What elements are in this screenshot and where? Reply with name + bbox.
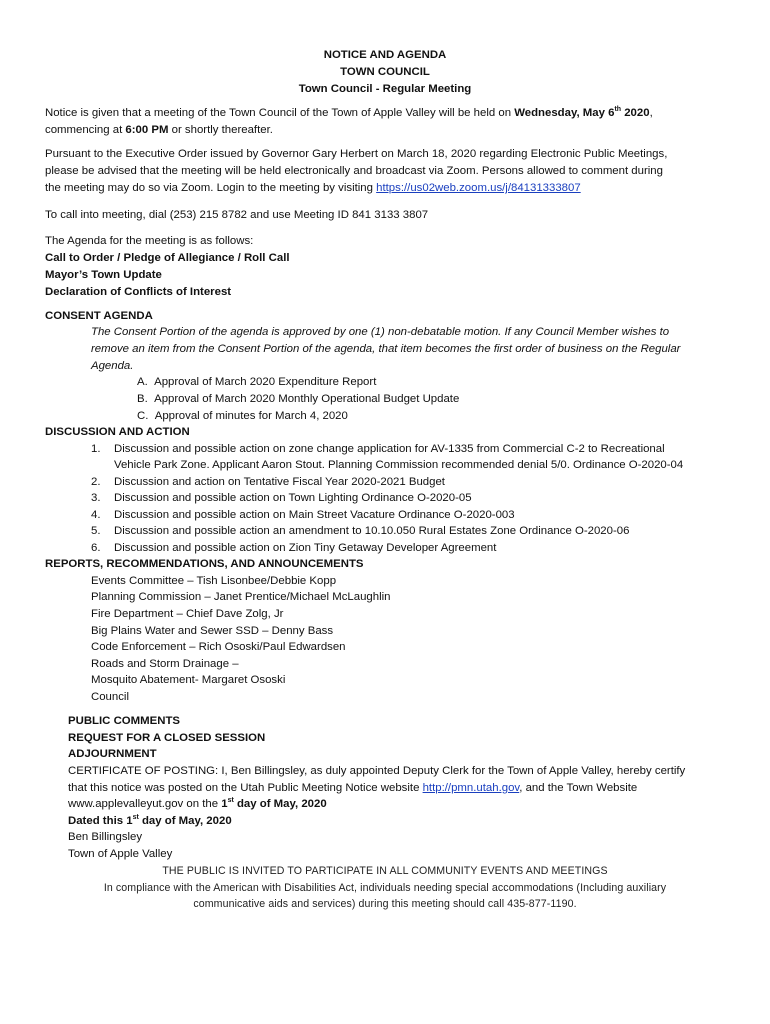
item-marker: B.: [137, 393, 148, 405]
notice-text-3: or shortly thereafter.: [168, 124, 273, 136]
discussion-item-marker: 1.: [91, 443, 101, 455]
notice-text: Notice is given that a meeting of the Town Council of the Town of Apple Valley will be held on: [45, 107, 515, 119]
report-item: Big Plains Water and Sewer SSD – Denny Bass: [91, 625, 334, 637]
consent-desc-line-2: remove an item from the Consent Portion of the agenda, that item becomes the first order of business on the Regular: [91, 343, 681, 355]
zoom-link[interactable]: https://us02web.zoom.us/j/84131333807: [376, 182, 581, 194]
report-item: Fire Department – Chief Dave Zolg, Jr: [91, 608, 284, 620]
consent-item: [137, 408, 348, 424]
item-marker: A.: [137, 376, 148, 388]
agenda-intro: The Agenda for the meeting is as follows:: [45, 235, 254, 247]
posting-day-suffix: st: [227, 797, 234, 805]
footer-invitation: THE PUBLIC IS INVITED TO PARTICIPATE IN ALL COMMUNITY EVENTS AND MEETINGS: [162, 865, 608, 877]
signer-town: Town of Apple Valley: [68, 848, 173, 860]
meeting-title: Town Council - Regular Meeting: [298, 83, 472, 95]
footer-ada-line-1: In compliance with the American with Disabilities Act, individuals needing special accommodations (Including auxiliary: [103, 882, 667, 894]
discussion-item-marker: 3.: [91, 492, 101, 504]
certificate-line-2: [68, 780, 637, 796]
certificate-text-2: , and the Town Website: [519, 782, 638, 794]
meeting-year: 2020: [621, 107, 650, 119]
dated-line: [68, 813, 232, 829]
opening-item: Declaration of Conflicts of Interest: [45, 286, 232, 298]
discussion-heading: DISCUSSION AND ACTION: [45, 426, 190, 438]
report-item: Mosquito Abatement- Margaret Ososki: [91, 674, 286, 686]
executive-order-line-2: please be advised that the meeting will be held electronically and broadcast via Zoom. Persons allowed to comment during: [45, 165, 663, 177]
report-item: Planning Commission – Janet Prentice/Michael McLaughlin: [91, 591, 391, 603]
item-text: Approval of March 2020 Expenditure Report: [154, 376, 377, 388]
discussion-item-marker: 4.: [91, 509, 101, 521]
executive-order-line-3: [45, 180, 581, 196]
date-suffix: th: [614, 106, 622, 114]
discussion-item-text: Discussion and possible action on Town Lighting Ordinance O-2020-05: [114, 492, 472, 504]
dated-text-2: day of May, 2020: [138, 815, 232, 827]
posting-day: 1: [221, 798, 228, 810]
meeting-date: Wednesday, May 6: [514, 107, 615, 119]
dated-suffix: st: [132, 814, 139, 822]
discussion-item-marker: 5.: [91, 525, 101, 537]
item-text: Approval of March 2020 Monthly Operational Budget Update: [154, 393, 460, 405]
opening-item: Mayor’s Town Update: [45, 269, 162, 281]
closed-session-heading: REQUEST FOR A CLOSED SESSION: [68, 732, 266, 744]
adjournment-heading: ADJOURNMENT: [68, 748, 157, 760]
consent-heading: CONSENT AGENDA: [45, 310, 153, 322]
report-item: Roads and Storm Drainage –: [91, 658, 239, 670]
discussion-item-text: Discussion and possible action on Zion Tiny Getaway Developer Agreement: [114, 542, 497, 554]
consent-item: [137, 374, 376, 390]
notice-line-2: [45, 122, 273, 138]
item-text: Approval of minutes for March 4, 2020: [154, 410, 348, 422]
certificate-line-1: CERTIFICATE OF POSTING: I, Ben Billingsley, as duly appointed Deputy Clerk for the Town of Apple Valley, hereby certify: [68, 765, 686, 777]
certificate-text-3: www.applevalleyut.gov on the: [68, 798, 222, 810]
consent-desc-line-3: Agenda.: [91, 360, 134, 372]
notice-comma: ,: [649, 107, 653, 119]
discussion-item-text: Discussion and action on Tentative Fiscal Year 2020-2021 Budget: [114, 476, 445, 488]
footer-ada-line-2: communicative aids and services) during this meeting should call 435-877-1190.: [193, 898, 577, 910]
pmn-link[interactable]: http://pmn.utah.gov: [422, 782, 520, 794]
report-item: Council: [91, 691, 129, 703]
notice-title: NOTICE AND AGENDA: [323, 49, 447, 61]
consent-item: [137, 391, 459, 407]
meeting-time: 6:00 PM: [125, 124, 169, 136]
call-in-info: To call into meeting, dial (253) 215 8782 and use Meeting ID 841 3133 3807: [45, 209, 429, 221]
posting-date: day of May, 2020: [233, 798, 327, 810]
discussion-item-text: Discussion and possible action on Main Street Vacature Ordinance O-2020-003: [114, 509, 515, 521]
notice-text-2: commencing at: [45, 124, 126, 136]
report-item: Code Enforcement – Rich Ososki/Paul Edwardsen: [91, 641, 346, 653]
public-comments-heading: PUBLIC COMMENTS: [68, 715, 181, 727]
opening-item: Call to Order / Pledge of Allegiance / Roll Call: [45, 252, 290, 264]
executive-order-text: the meeting may do so via Zoom. Login to the meeting by visiting: [45, 182, 377, 194]
certificate-text: that this notice was posted on the Utah Public Meeting Notice website: [68, 782, 423, 794]
executive-order-line-1: Pursuant to the Executive Order issued by Governor Gary Herbert on March 18, 2020 regarding Electronic Public Meetings,: [45, 148, 668, 160]
item-marker: C.: [137, 410, 149, 422]
notice-line-1: [45, 105, 653, 121]
discussion-item-text: Discussion and possible action an amendment to 10.10.050 Rural Estates Zone Ordinance O-2020-06: [114, 525, 630, 537]
discussion-item-marker: 2.: [91, 476, 101, 488]
discussion-item-text-cont: Vehicle Park Zone. Applicant Aaron Stout. Planning Commission recommended denial 5/0. Ordinance O-2020-04: [114, 459, 684, 471]
report-item: Events Committee – Tish Lisonbee/Debbie Kopp: [91, 575, 337, 587]
reports-heading: REPORTS, RECOMMENDATIONS, AND ANNOUNCEMENTS: [45, 558, 364, 570]
council-title: TOWN COUNCIL: [340, 66, 430, 78]
signer-name: Ben Billingsley: [68, 831, 143, 843]
consent-desc-line-1: The Consent Portion of the agenda is approved by one (1) non-debatable motion. If any Council Member wishes to: [91, 326, 670, 338]
discussion-item-marker: 6.: [91, 542, 101, 554]
certificate-line-3: [68, 796, 327, 812]
discussion-item-text: Discussion and possible action on zone change application for AV-1335 from Commercial C-2 to Recreational: [114, 443, 665, 455]
dated-text: Dated this 1: [68, 815, 133, 827]
